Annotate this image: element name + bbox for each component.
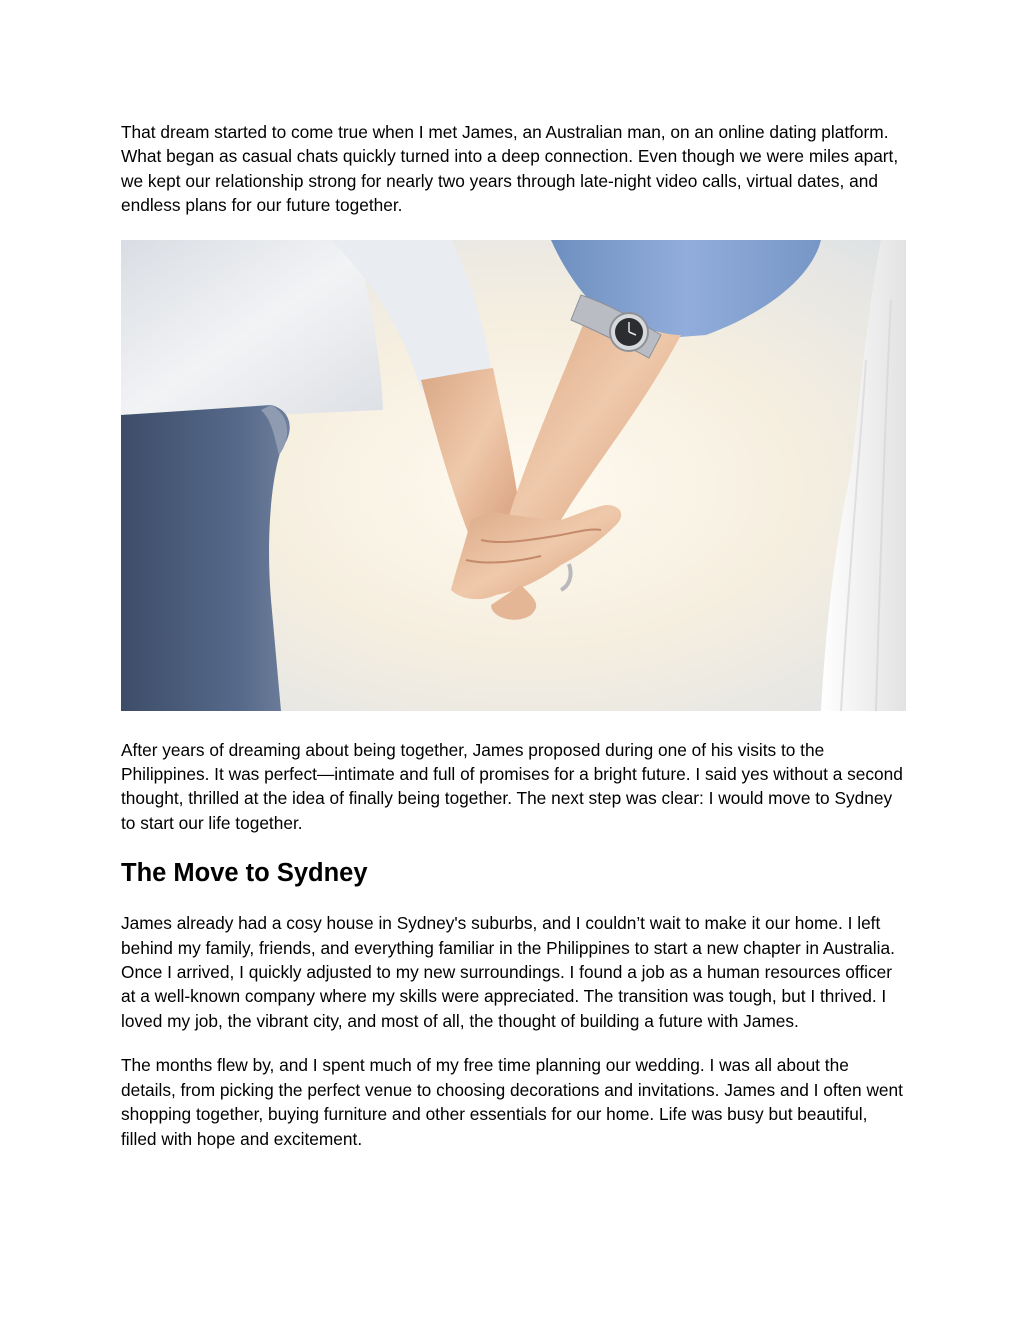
- paragraph-intro: That dream started to come true when I met James, an Australian man, on an online dating platform. What began as casual chats quickly turned into a deep connection. Even though we were miles apart, we kept our relationship strong for nearly two years through late-night video calls, virtual dates, and endless plans for our future together.: [121, 122, 899, 216]
- paragraph-wedding-planning: The months flew by, and I spent much of my free time planning our wedding. I was all about the details, from picking the perfect venue to choosing decorations and invitations. James and I often went shopping together, buying furniture and other essentials for our home. Life was busy but beautiful, filled with hope and excitement.: [121, 1055, 903, 1149]
- document-page: [121, 120, 907, 1151]
- section-heading: The Move to Sydney: [121, 859, 368, 888]
- paragraph-move: James already had a cosy house in Sydney's suburbs, and I couldn’t wait to make it our home. I left behind my family, friends, and everything familiar in the Philippines to start a new chapter in Australia. Once I arrived, I quickly adjusted to my new surroundings. I found a job as a human resources officer at a well-known company where my skills were appreciated. The transition was tough, but I thrived. I loved my job, the vibrant city, and most of all, the thought of building a future with James.: [121, 913, 895, 1031]
- paragraph-proposal: After years of dreaming about being together, James proposed during one of his visits to the Philippines. It was perfect—intimate and full of promises for a bright future. I said yes without a second thought, thrilled at the idea of finally being together. The next step was clear: I would move to Sydney to start our life together.: [121, 739, 903, 833]
- holding-hands-illustration: [121, 240, 906, 711]
- holding-hands-photo: [121, 240, 906, 711]
